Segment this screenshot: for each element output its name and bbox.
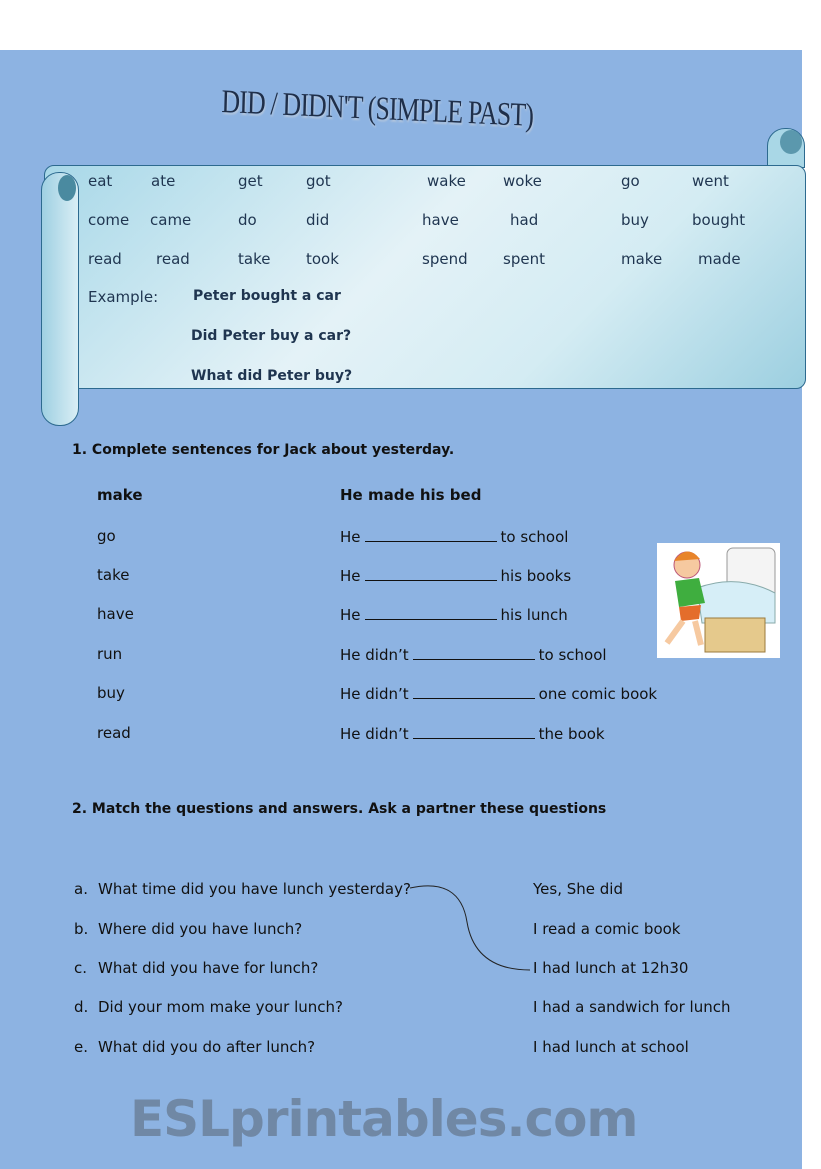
scroll-curl <box>780 130 802 154</box>
question: What did you have for lunch? <box>98 959 319 977</box>
sentence-row <box>340 527 568 546</box>
verb-form: bought <box>692 211 746 229</box>
question: Where did you have lunch? <box>98 920 303 938</box>
question-letter: b. <box>74 920 89 938</box>
verb-form: have <box>422 211 459 229</box>
answer: I had lunch at school <box>533 1038 689 1056</box>
verb-form: get <box>238 172 263 190</box>
base-verb: run <box>97 645 123 663</box>
question-letter: e. <box>74 1038 88 1056</box>
sentence-row <box>340 645 607 664</box>
answer-blank[interactable] <box>413 684 535 699</box>
answer-blank[interactable] <box>365 566 497 581</box>
question-letter: a. <box>74 880 88 898</box>
verb-form: did <box>306 211 330 229</box>
question: What did you do after lunch? <box>98 1038 316 1056</box>
scroll-decoration <box>41 172 79 426</box>
sentence-row <box>340 605 568 624</box>
question: Did your mom make your lunch? <box>98 998 344 1016</box>
sentence-prefix: He didn’t <box>340 685 409 703</box>
example-line: What did Peter buy? <box>191 368 353 384</box>
verb-form: read <box>156 250 190 268</box>
verb-form: went <box>692 172 729 190</box>
sentence-prefix: He <box>340 606 361 624</box>
answer: I had lunch at 12h30 <box>533 959 689 977</box>
base-verb: go <box>97 527 116 545</box>
example-line: Did Peter buy a car? <box>191 328 352 344</box>
verb-form: ate <box>151 172 176 190</box>
section2-heading: 2. Match the questions and answers. Ask a partner these questions <box>72 801 607 817</box>
page-title: DID / DIDN'T (SIMPLE PAST) <box>221 84 534 134</box>
verb-form: spent <box>503 250 545 268</box>
verb-form: read <box>88 250 122 268</box>
answer-blank[interactable] <box>365 605 497 620</box>
example-sentence: He made his bed <box>340 486 482 504</box>
base-verb: read <box>97 724 131 742</box>
sentence-suffix: to school <box>500 528 569 546</box>
sentence-suffix: his books <box>500 567 572 585</box>
answer-blank[interactable] <box>413 645 535 660</box>
sentence-prefix: He didn’t <box>340 646 409 664</box>
base-verb: have <box>97 605 134 623</box>
verb-scroll-box <box>44 165 806 389</box>
base-verb: take <box>97 566 130 584</box>
scroll-curl <box>58 175 76 201</box>
watermark: ESLprintables.com <box>130 1090 638 1148</box>
verb-form: made <box>698 250 741 268</box>
section1-heading: 1. Complete sentences for Jack about yesterday. <box>72 442 455 458</box>
sentence-prefix: He didn’t <box>340 725 409 743</box>
answer: I had a sandwich for lunch <box>533 998 731 1016</box>
answer: Yes, She did <box>533 880 623 898</box>
sentence-prefix: He <box>340 567 361 585</box>
sentence-suffix: one comic book <box>538 685 658 703</box>
verb-form: came <box>150 211 192 229</box>
question-letter: d. <box>74 998 89 1016</box>
sentence-suffix: his lunch <box>500 606 568 624</box>
verb-form: spend <box>422 250 468 268</box>
sentence-row <box>340 684 657 703</box>
sentence-row <box>340 566 571 585</box>
sentence-prefix: He <box>340 528 361 546</box>
example-label: Example: <box>88 288 159 306</box>
match-line <box>405 882 535 977</box>
question-letter: c. <box>74 959 88 977</box>
verb-form: go <box>621 172 640 190</box>
base-verb: buy <box>97 684 125 702</box>
example-verb: make <box>97 486 143 504</box>
boy-making-bed-image <box>657 543 780 658</box>
sentence-suffix: the book <box>538 725 605 743</box>
verb-form: woke <box>503 172 542 190</box>
answer-blank[interactable] <box>365 527 497 542</box>
verb-form: had <box>510 211 539 229</box>
verb-form: took <box>306 250 339 268</box>
verb-form: wake <box>427 172 466 190</box>
sentence-row <box>340 724 605 743</box>
verb-form: take <box>238 250 271 268</box>
question: What time did you have lunch yesterday? <box>98 880 411 898</box>
sentence-suffix: to school <box>538 646 607 664</box>
verb-form: make <box>621 250 663 268</box>
verb-form: got <box>306 172 331 190</box>
answer: I read a comic book <box>533 920 681 938</box>
verb-form: do <box>238 211 257 229</box>
verb-form: buy <box>621 211 649 229</box>
verb-form: eat <box>88 172 113 190</box>
verb-form: come <box>88 211 130 229</box>
example-line: Peter bought a car <box>193 288 341 304</box>
answer-blank[interactable] <box>413 724 535 739</box>
